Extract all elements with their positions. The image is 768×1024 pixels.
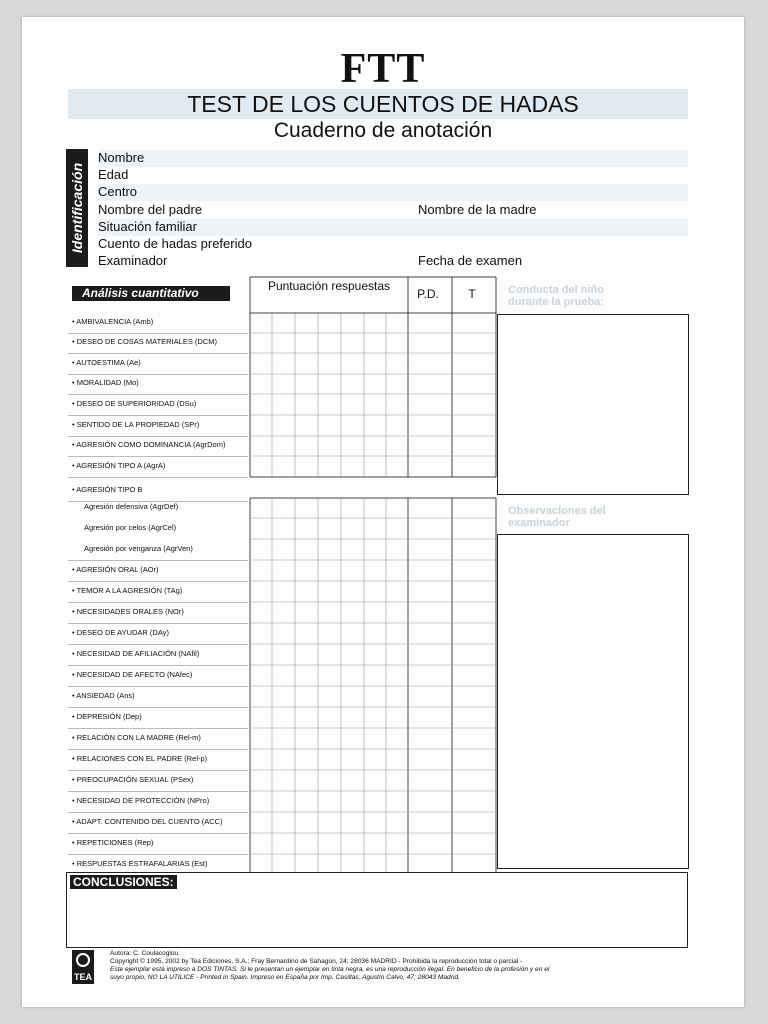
row-separator [68,602,248,603]
scale-row-label: • MORALIDAD (Mo) [72,378,139,387]
footer-author: Autora: C. Coulacoglou. [110,950,181,957]
test-title: TEST DE LOS CUENTOS DE HADAS [187,91,579,117]
row-separator [68,456,248,457]
row-separator [68,728,248,729]
scale-row-label: • DESEO DE SUPERIORIDAD (DSu) [72,399,197,408]
scale-row-label: • DESEO DE AYUDAR (DAy) [72,628,169,637]
row-separator [68,560,248,561]
row-separator [68,749,248,750]
scale-row-label: • REPETICIONES (Rep) [72,838,154,847]
tea-logo-mark-icon [76,953,90,967]
tea-logo [72,950,94,984]
field-label: Centro [98,184,138,199]
scale-row-label: • ANSIEDAD (Ans) [72,691,135,700]
booklet-subtitle: Cuaderno de anotación [273,119,493,142]
quantitative-analysis-heading: Análisis cuantitativo [72,286,230,301]
field-label: Examinador [98,253,168,268]
tea-logo-text: TEA [74,972,92,982]
row-separator [68,707,248,708]
row-separator [68,791,248,792]
conclusions-heading: CONCLUSIONES: [70,875,177,889]
scale-row-label: • RELACIONES CON EL PADRE (Rel-p) [72,754,208,763]
scale-row-label: • AUTOESTIMA (Ae) [72,358,141,367]
scale-row-label: • AGRESIÓN TIPO B [72,485,143,494]
scale-row-label: • NECESIDAD DE PROTECCIÓN (NPro) [72,796,210,805]
score-column-header: Puntuación respuestas [267,279,391,293]
scale-row-label: • AMBIVALENCIA (Amb) [72,317,154,326]
scale-row-label: • NECESIDADES ORALES (NOr) [72,607,184,616]
field-label-mother: Nombre de la madre [418,202,537,217]
scale-row-label: • PREOCUPACIÓN SEXUAL (PSex) [72,775,194,784]
row-separator [68,394,248,395]
scale-row-label: • AGRESIÓN ORAL (AOr) [72,565,159,574]
scale-row-label: • NECESIDAD DE AFECTO (NAfec) [72,670,193,679]
identification-label-text: Identificación [69,162,85,254]
scale-row-label: • RESPUESTAS ESTRAFALARIAS (Est) [72,859,208,868]
row-separator [68,665,248,666]
brand-title: FTT [340,46,426,92]
t-column-header: T [468,287,476,301]
row-separator [68,436,248,437]
scale-row-label: • ADAPT. CONTENIDO DEL CUENTO (ACC) [72,817,223,826]
row-separator [68,477,248,478]
conduct-box[interactable] [497,314,689,495]
row-separator [68,854,248,855]
scale-row-label: • DEPRESIÓN (Dep) [72,712,142,721]
row-separator [68,353,248,354]
scale-row-label: • AGRESIÓN TIPO A (AgrA) [72,461,166,470]
row-separator [68,333,248,334]
field-label: Cuento de hadas preferido [98,236,252,251]
scale-row-label: • NECESIDAD DE AFILIACIÓN (NAfil) [72,649,200,658]
form-sheet [22,17,744,1007]
observations-label: Observaciones del examinador [508,505,606,529]
footer-notice-cont: suyo propio, NO LA UTILICE - Printed in Spain. Impreso en España por Imp. Casillas; Agustín Calvo, 47; 28043 Madrid. [110,974,460,981]
scale-row-label: • DESEO DE COSAS MATERIALES (DCM) [72,337,218,346]
row-separator [68,686,248,687]
footer-notice: Este ejemplar está impreso a DOS TINTAS. Si le presentan un ejemplar en tinta negra, es una reproducción ilegal. En beneficio de la profesión y en el [110,966,550,973]
row-separator [68,415,248,416]
field-label: Nombre del padre [98,202,203,217]
row-separator [68,581,248,582]
field-label: Situación familiar [98,219,197,234]
scale-row-label: Agresión por venganza (AgrVen) [84,544,193,553]
scale-row-label: Agresión por celos (AgrCel) [84,523,177,532]
scale-row-label: • SENTIDO DE LA PROPIEDAD (SPr) [72,420,200,429]
scale-row-label: • TEMOR A LA AGRESIÓN (TAg) [72,586,183,595]
field-label-exam-date: Fecha de examen [418,253,523,268]
footer-copyright: Copyright © 1995, 2002 by Tea Ediciones, S.A.; Fray Bernardino de Sahagún, 24; 28036 MADRID - Prohibida la reproducción total o parcial - [110,958,523,965]
scale-row-label: • AGRESIÓN COMO DOMINANCIA (AgrDom) [72,440,226,449]
pd-column-header: P.D. [417,287,439,301]
field-label: Nombre [98,150,145,165]
observations-box[interactable] [497,534,689,869]
row-separator [68,374,248,375]
scale-row-label: Agresión defensiva (AgrDef) [84,502,179,511]
row-separator [68,770,248,771]
row-separator [68,833,248,834]
row-separator [68,812,248,813]
row-separator [68,644,248,645]
conduct-label: Conducta del niño durante la prueba: [508,284,604,308]
row-separator [68,623,248,624]
scale-row-label: • RELACIÓN CON LA MADRE (Rel-m) [72,733,201,742]
field-label: Edad [98,167,129,182]
